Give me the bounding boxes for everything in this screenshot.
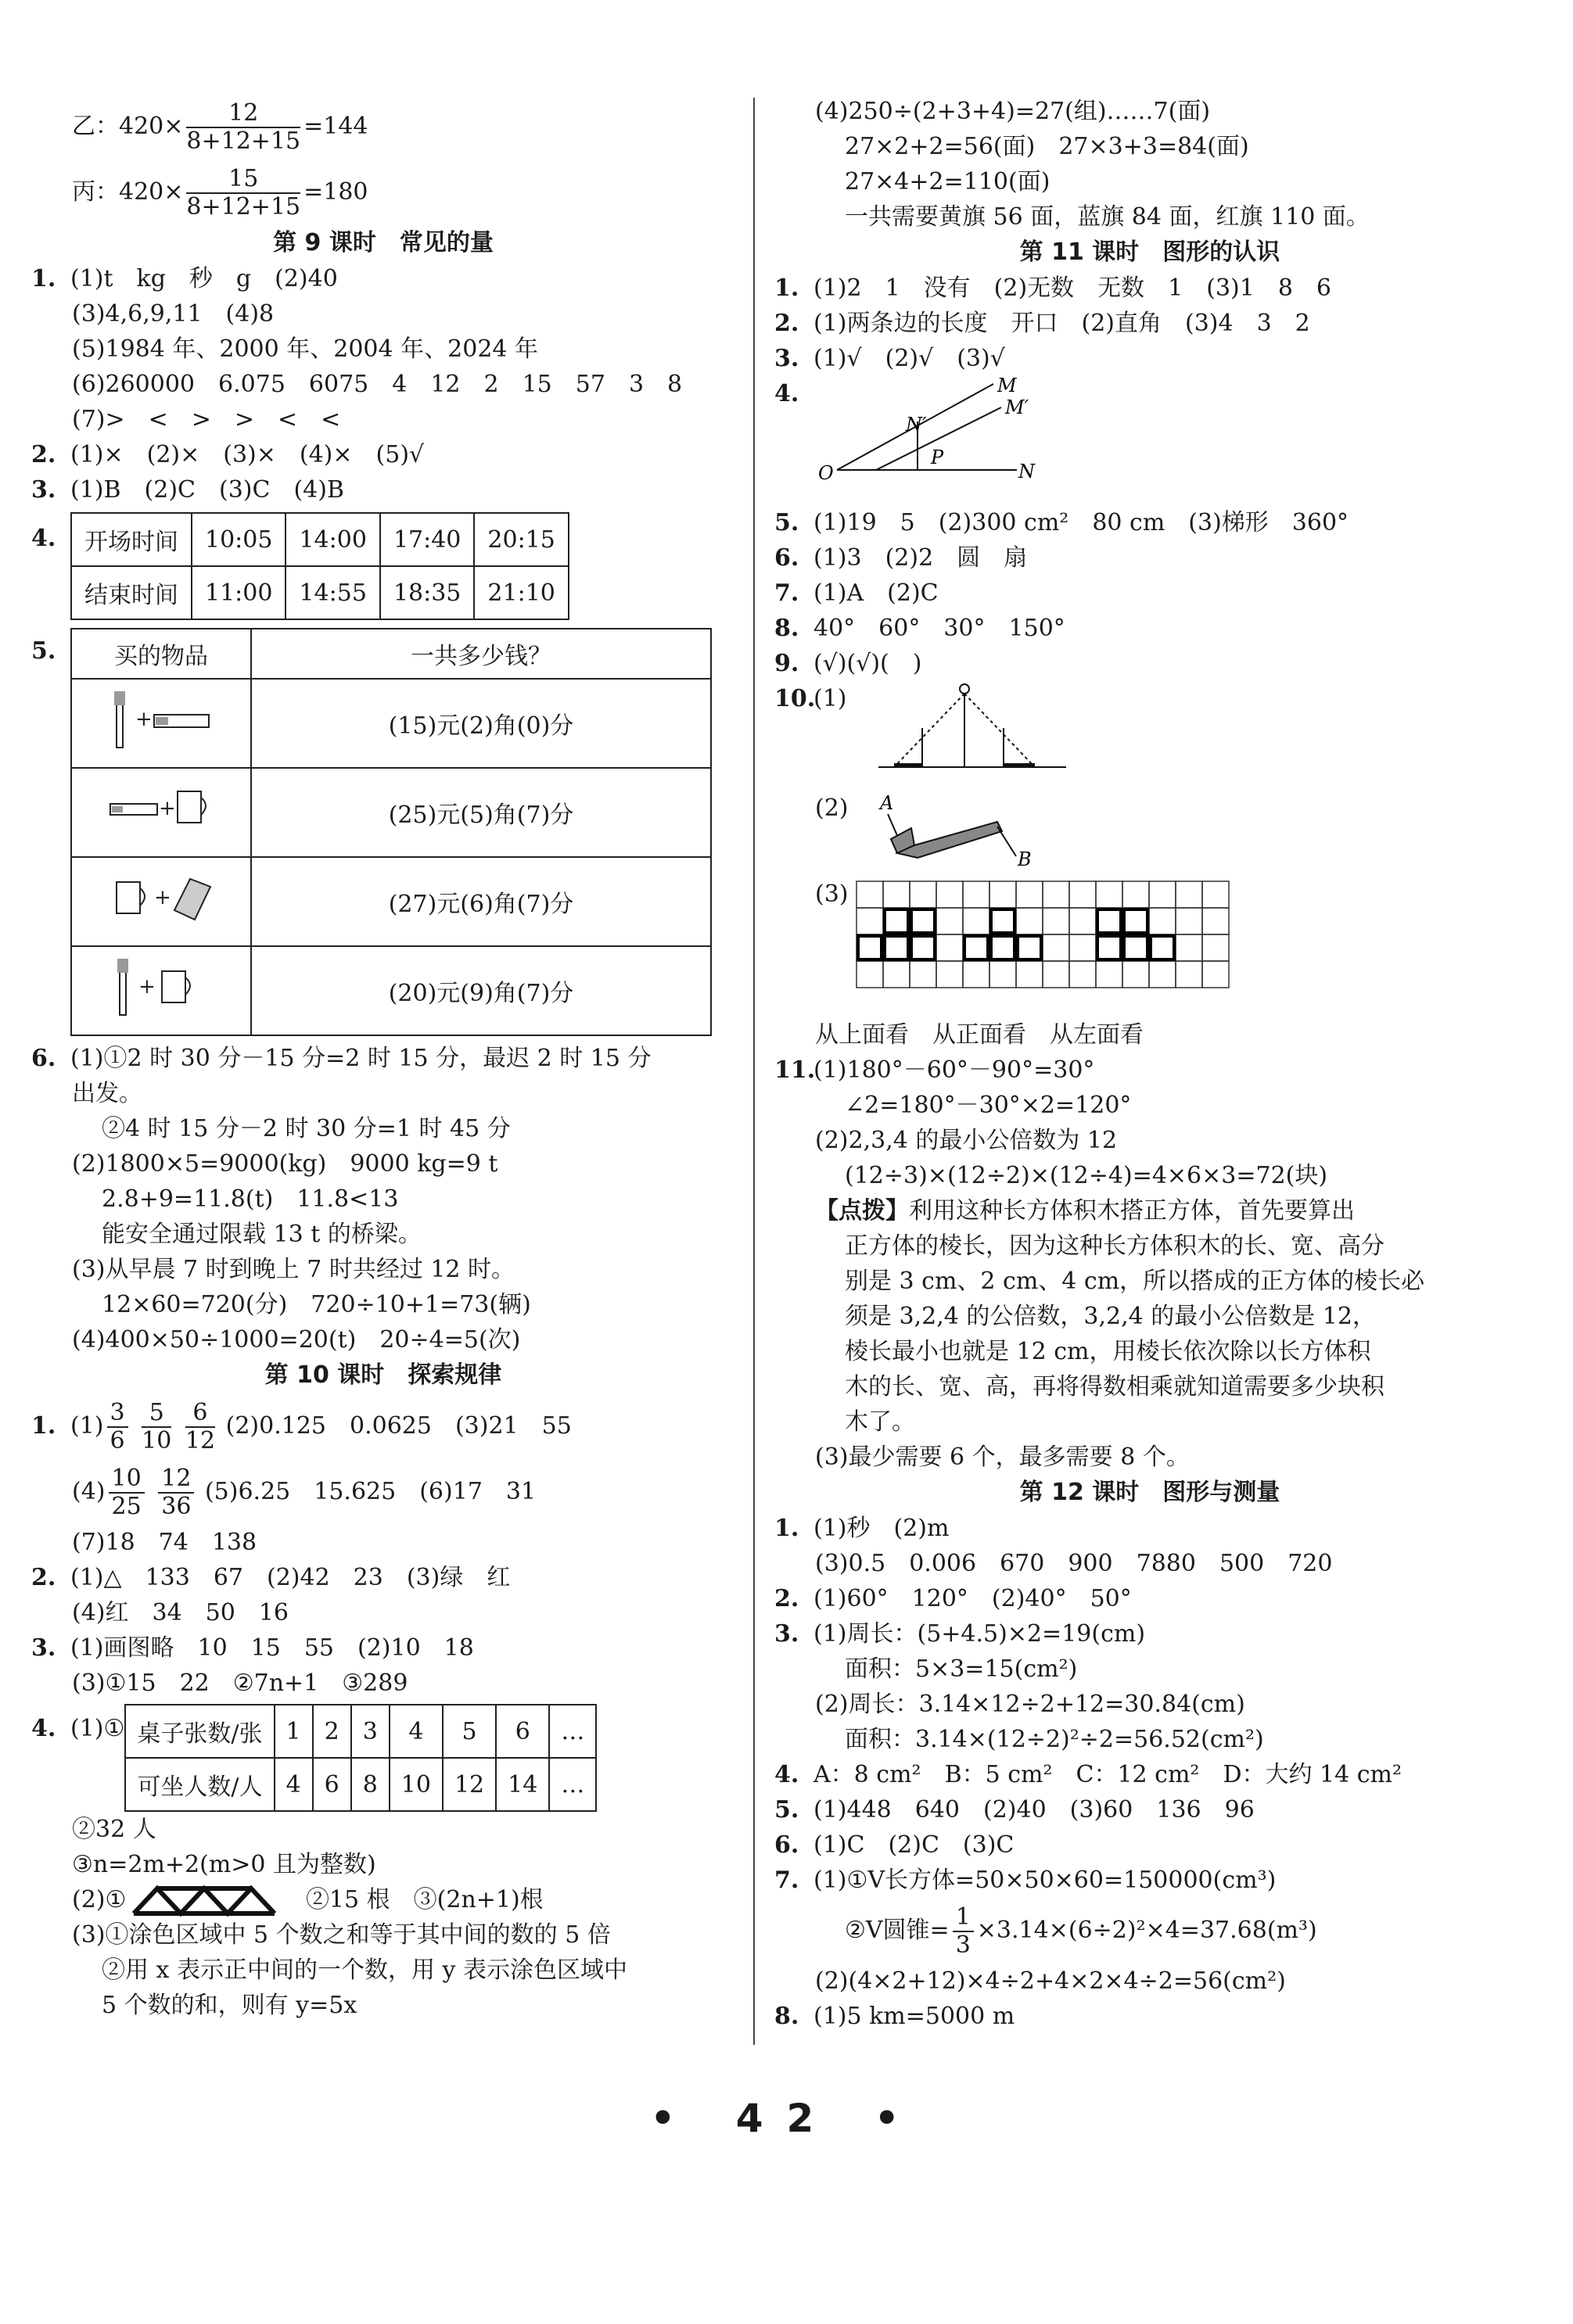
answer-line: 从上面看 从正面看 从左面看 — [815, 1021, 1144, 1049]
answer-line: 1. (1) $\frac{3}{6}$ $\frac{5}{10}$ $\frac{6}{12}$ (2)0.125 0.0625 (3)21 55 — [31, 1399, 572, 1454]
answer-line: 1. (1)t kg 秒 g (2)40 — [31, 265, 338, 292]
table-cell: 8 — [351, 1758, 390, 1811]
fraction: $\frac{1}{3}$ — [953, 1904, 974, 1959]
answer-line: 7. (1)①V长方体=50×50×60=150000(cm³) — [774, 1867, 1277, 1894]
table-cell: 14:00 — [286, 513, 379, 566]
view-square — [1151, 936, 1174, 959]
view-square — [1097, 909, 1121, 933]
answer-line: 3. (1)√ (2)√ (3)√ — [774, 345, 1005, 372]
answer-line: 2. (1)两条边的长度 开口 (2)直角 (3)4 3 2 — [774, 310, 1310, 337]
bent-board-figure — [849, 791, 1052, 877]
view-square — [1018, 936, 1041, 959]
answer-line: (2)(4×2+12)×4÷2+4×2×4÷2=56(cm²) — [815, 1967, 1286, 1995]
fraction: $\frac{5}{10}$ — [142, 1399, 172, 1454]
page-number: • 42 • — [650, 2096, 923, 2141]
answer-line: 丙：420× $\frac{15}{8+12+15}$ =180 — [72, 165, 368, 221]
grid-cell — [936, 934, 963, 961]
answer-line: (3)①涂色区域中 5 个数之和等于其中间的数的 5 倍 — [72, 1921, 611, 1949]
grid-cell — [1149, 961, 1176, 988]
section-title: 第 11 课时 图形的认识 — [1019, 238, 1280, 266]
answer-line: ②V圆锥= $\frac{1}{3}$ ×3.14×(6÷2)²×4=37.68(m³) — [845, 1903, 1317, 1959]
light-shadow-figure — [847, 681, 1082, 791]
angle-figure — [813, 376, 1048, 501]
view-square — [1097, 936, 1121, 959]
grid-cell — [989, 908, 1016, 934]
tip-line: 木的长、宽、高，再将得数相乘就知道需要多少块积 — [845, 1373, 1384, 1400]
grid-cell — [1043, 881, 1069, 908]
answer-line: (4)红 34 50 16 — [72, 1599, 289, 1626]
answer-line: ∠2=180°－30°×2=120° — [845, 1092, 1132, 1119]
view-square — [964, 936, 988, 959]
view-square — [858, 936, 882, 959]
table-cell: 1 — [275, 1705, 313, 1758]
table-cell: 11:00 — [192, 566, 286, 619]
grid-cell — [910, 908, 936, 934]
answer-line: 3. (1)画图略 10 15 55 (2)10 18 — [31, 1634, 474, 1662]
grid-cell — [1122, 908, 1149, 934]
svg-text:+: + — [135, 708, 153, 731]
grid-cell — [1202, 881, 1229, 908]
grid-cell — [883, 934, 910, 961]
answer-line: 面积：3.14×(12÷2)²÷2=56.52(cm²) — [845, 1726, 1264, 1753]
tip-line: 木了。 — [845, 1408, 915, 1436]
grid-cell — [857, 934, 883, 961]
label-n: N — [1018, 461, 1035, 482]
grid-cell — [1202, 961, 1229, 988]
grid-cell — [989, 881, 1016, 908]
label-m-prime: M′ — [1005, 396, 1029, 418]
table-cell: 14 — [496, 1758, 549, 1811]
answer-line: 8. (1)5 km=5000 m — [774, 2003, 1015, 2030]
grid-cell — [1176, 934, 1202, 961]
grid-cell — [989, 934, 1016, 961]
grid-cell — [1016, 908, 1043, 934]
grid-cell — [883, 908, 910, 934]
answer-line: 5 个数的和，则有 y=5x — [102, 1992, 357, 2019]
view-square — [885, 909, 908, 933]
grid-cell — [1149, 934, 1176, 961]
grid-cell — [1122, 961, 1149, 988]
answer-line: 1. (1)2 1 没有 (2)无数 无数 1 (3)1 8 6 — [774, 274, 1332, 302]
table-cell: 4 — [275, 1758, 313, 1811]
answer-line: 11.(1)180°－60°－90°=30° — [774, 1056, 1095, 1084]
answer-line: ②用 x 表示正中间的一个数，用 y 表示涂色区域中 — [102, 1956, 628, 1984]
answer-line: 5. (1)19 5 (2)300 cm² 80 cm (3)梯形 360° — [774, 509, 1349, 536]
table-cell: 10:05 — [192, 513, 286, 566]
fraction: $\frac{3}{6}$ — [107, 1400, 128, 1454]
question-4-table: 4. (1)① 桌子张数/张 1 2 3 4 5 6 … 可坐人数/人 4 6 8 10 12 14 … — [31, 1704, 735, 1812]
tip-line: 须是 3,2,4 的公倍数，3,2,4 的最小公倍数是 12， — [845, 1303, 1376, 1330]
label-o: O — [818, 462, 834, 484]
answer-line: 5. (1)448 640 (2)40 (3)60 136 96 — [774, 1796, 1255, 1824]
tip-line: 棱长最小也就是 12 cm，用棱长依次除以长方体积 — [845, 1338, 1371, 1365]
label-a: A — [879, 792, 893, 814]
grid-cell — [1069, 881, 1096, 908]
answer-line: (4) $\frac{10}{25}$ $\frac{12}{36}$ (5)6.25 15.625 (6)17 31 — [72, 1465, 537, 1520]
grid-cell — [963, 908, 989, 934]
answer-line: (12÷3)×(12÷2)×(12÷4)=4×6×3=72(块) — [845, 1162, 1328, 1189]
table-cell: 18:35 — [380, 566, 474, 619]
answer-line: 乙：420× $\frac{12}{8+12+15}$ =144 — [72, 99, 368, 155]
grid-cell — [1096, 908, 1122, 934]
answer-line: (2)① ②15 根 ③(2n+1)根 — [31, 1882, 735, 1917]
label-p: P — [931, 447, 944, 468]
grid-cell — [989, 961, 1016, 988]
grid-cell — [910, 881, 936, 908]
toothpaste-cup-icon — [71, 768, 251, 857]
grid-cell — [963, 934, 989, 961]
grid-cell — [1069, 961, 1096, 988]
toothbrush-toothpaste-icon — [71, 679, 251, 768]
answer-line: 一共需要黄旗 56 面，蓝旗 84 面，红旗 110 面。 — [845, 203, 1370, 231]
three-views-figure — [849, 877, 1240, 1010]
question-10-2: (2) A B — [774, 791, 1525, 877]
question-4: 4. M M′ N′ P O N — [774, 376, 1525, 505]
grid-cell — [910, 961, 936, 988]
answer-line: (2)2,3,4 的最小公倍数为 12 — [815, 1127, 1118, 1154]
cup-towel-icon — [71, 857, 251, 946]
answer-line: (2)周长：3.14×12÷2+12=30.84(cm) — [815, 1691, 1245, 1718]
shopping-table — [70, 628, 712, 1036]
table-cell: … — [549, 1758, 596, 1811]
question-10-3: (3) — [774, 877, 1525, 1017]
grid-cell — [1122, 881, 1149, 908]
grid-cell — [857, 961, 883, 988]
view-square — [911, 936, 935, 959]
grid-cell — [1149, 881, 1176, 908]
answer-line: (3)4,6,9,11 (4)8 — [72, 300, 275, 328]
table-cell: 6 — [496, 1705, 549, 1758]
answer-line: 27×4+2=110(面) — [845, 168, 1050, 195]
answer-line: ②32 人 — [72, 1816, 156, 1843]
svg-text:+: + — [159, 797, 176, 820]
answer-line: 出发。 — [72, 1080, 142, 1107]
fraction: $\frac{15}{8+12+15}$ — [186, 165, 301, 221]
answer-line: 6. (1)3 (2)2 圆 扇 — [774, 544, 1028, 572]
answer-line: 27×2+2=56(面) 27×3+3=84(面) — [845, 133, 1249, 160]
table-cell: 12 — [443, 1758, 496, 1811]
answer-line: (7)18 74 138 — [72, 1529, 257, 1556]
toothbrush-cup-icon — [71, 946, 251, 1035]
answer-line: 6. (1)C (2)C (3)C — [774, 1831, 1015, 1859]
time-table — [70, 512, 569, 620]
answer-line: (3)①15 22 ②7n+1 ③289 — [72, 1669, 408, 1697]
right-column — [774, 94, 1525, 2034]
table-cell: 3 — [351, 1705, 390, 1758]
answer-line: 9. (√)(√)( ) — [774, 650, 922, 677]
answer-line: ③n=2m+2(m>0 且为整数) — [72, 1851, 376, 1878]
label-b: B — [1017, 848, 1032, 870]
grid-cell — [1149, 908, 1176, 934]
answer-line: 3. (1)B (2)C (3)C (4)B — [31, 476, 344, 504]
table-cell: 6 — [313, 1758, 351, 1811]
table-header: 开场时间 — [71, 513, 192, 566]
grid-cell — [1122, 934, 1149, 961]
grid-cell — [1069, 934, 1096, 961]
grid-cell — [910, 934, 936, 961]
grid-cell — [857, 908, 883, 934]
grid-cell — [1016, 961, 1043, 988]
fraction: $\frac{12}{36}$ — [158, 1465, 194, 1520]
table-cell: (20)元(9)角(7)分 — [251, 946, 711, 1035]
table-cell: 2 — [313, 1705, 351, 1758]
tip-line: 别是 3 cm、2 cm、4 cm，所以搭成的正方体的棱长必 — [845, 1268, 1425, 1295]
view-square — [1124, 909, 1147, 933]
grid-cell — [1043, 934, 1069, 961]
fraction: $\frac{10}{25}$ — [109, 1465, 145, 1520]
grid-cell — [963, 881, 989, 908]
grid-cell — [1096, 961, 1122, 988]
column-divider — [753, 98, 755, 2045]
table-cell: 17:40 — [380, 513, 474, 566]
table-header: 可坐人数/人 — [125, 1758, 274, 1811]
grid-cell — [1043, 961, 1069, 988]
grid-cell — [857, 881, 883, 908]
grid-cell — [1096, 934, 1122, 961]
table-header: 结束时间 — [71, 566, 192, 619]
answer-line: 1. (1)秒 (2)m — [774, 1515, 950, 1542]
table-cell: 20:15 — [474, 513, 568, 566]
question-4: 4. 开场时间 10:05 14:00 17:40 20:15 结束时间 11:00 14:55 18:35 21:10 — [31, 512, 735, 620]
answer-line: (3)从早晨 7 时到晚上 7 时共经过 12 时。 — [72, 1256, 515, 1283]
grid-cell — [1096, 881, 1122, 908]
answer-line: (7)> < > > < < — [72, 406, 341, 433]
grid-cell — [936, 881, 963, 908]
table-cell: 10 — [390, 1758, 443, 1811]
grid-cell — [1016, 881, 1043, 908]
table-cell: … — [549, 1705, 596, 1758]
answer-line: (6)260000 6.075 6075 4 12 2 15 57 3 8 — [72, 371, 683, 398]
grid-cell — [936, 961, 963, 988]
grid-cell — [1202, 908, 1229, 934]
answer-line: (1)① — [70, 1715, 125, 1742]
triangle-pattern-figure — [126, 1885, 298, 1917]
view-square — [885, 936, 908, 959]
answer-line: 2.8+9=11.8(t) 11.8<13 — [102, 1185, 399, 1213]
grid-cell — [1069, 908, 1096, 934]
grid-cell — [883, 961, 910, 988]
answer-line: (5)1984 年、2000 年、2004 年、2024 年 — [72, 335, 539, 363]
grid-cell — [963, 961, 989, 988]
question-10-1: 10. (1) — [774, 681, 1525, 791]
fraction: $\frac{6}{12}$ — [185, 1399, 216, 1454]
answer-line: 7. (1)A (2)C — [774, 579, 939, 607]
answer-line: 6. (1)①2 时 30 分－15 分=2 时 15 分，最迟 2 时 15 分 — [31, 1045, 652, 1072]
view-square — [1124, 936, 1147, 959]
svg-text:+: + — [138, 975, 156, 999]
question-5: 5. 买的物品 一共多少钱？ + (15)元(2)角(0)分 + (25)元(5)角(7)分 + (27)元(6)角(7)分 + (20)元(9)角(7)分 — [31, 628, 735, 1036]
grid-cell — [1202, 934, 1229, 961]
table-cell: 5 — [443, 1705, 496, 1758]
section-title: 第 10 课时 探索规律 — [264, 1361, 502, 1389]
answer-line: (4)400×50÷1000=20(t) 20÷4=5(次) — [72, 1326, 521, 1354]
section-title: 第 9 课时 常见的量 — [273, 229, 494, 256]
table-header: 买的物品 — [71, 629, 251, 679]
table-cell: (15)元(2)角(0)分 — [251, 679, 711, 768]
answer-line: 12×60=720(分) 720÷10+1=73(辆) — [102, 1291, 531, 1318]
label-n-prime: N′ — [906, 414, 927, 436]
answer-line: (3)最少需要 6 个，最多需要 8 个。 — [815, 1444, 1190, 1471]
answer-line: (2)1800×5=9000(kg) 9000 kg=9 t — [72, 1150, 498, 1178]
answer-line: 2. (1)× (2)× (3)× (4)× (5)√ — [31, 441, 425, 468]
table-cell: 4 — [390, 1705, 443, 1758]
view-square — [991, 909, 1015, 933]
answer-line: 2. (1)60° 120° (2)40° 50° — [774, 1585, 1132, 1612]
answer-line: 2. (1)△ 133 67 (2)42 23 (3)绿 红 — [31, 1564, 511, 1591]
answer-line: (4)250÷(2+3+4)=27(组)……7(面) — [815, 98, 1211, 125]
grid-cell — [883, 881, 910, 908]
tip-line: 正方体的棱长，因为这种长方体积木的长、宽、高分 — [845, 1232, 1384, 1260]
grid-cell — [1016, 934, 1043, 961]
grid-cell — [936, 908, 963, 934]
table-header: 桌子张数/张 — [125, 1705, 274, 1758]
table-cell: 14:55 — [286, 566, 379, 619]
tip-line: 【点拨】利用这种长方体积木搭正方体，首先要算出 — [815, 1197, 1355, 1225]
view-square — [991, 936, 1015, 959]
grid-cell — [1043, 908, 1069, 934]
answer-line: 能安全通过限载 13 t 的桥梁。 — [102, 1221, 422, 1248]
grid-cell — [1176, 908, 1202, 934]
left-column — [31, 94, 735, 2023]
svg-text:+: + — [154, 886, 171, 909]
desk-seat-table — [124, 1704, 597, 1812]
section-title: 第 12 课时 图形与测量 — [1019, 1479, 1280, 1506]
answer-line: (3)0.5 0.006 670 900 7880 500 720 — [815, 1550, 1333, 1577]
table-cell: 21:10 — [474, 566, 568, 619]
answer-line: 8. 40° 60° 30° 150° — [774, 615, 1065, 642]
view-square — [911, 909, 935, 933]
table-header: 一共多少钱？ — [251, 629, 711, 679]
fraction: $\frac{12}{8+12+15}$ — [186, 99, 301, 155]
grid-cell — [1176, 961, 1202, 988]
grid-cell — [1176, 881, 1202, 908]
table-cell: (27)元(6)角(7)分 — [251, 857, 711, 946]
label-m: M — [997, 376, 1017, 396]
answer-line: 3. (1)周长：(5+4.5)×2=19(cm) — [774, 1620, 1146, 1648]
answer-line: 4. A：8 cm² B：5 cm² C：12 cm² D：大约 14 cm² — [774, 1761, 1402, 1788]
answer-line: ②4 时 15 分－2 时 30 分=1 时 45 分 — [102, 1115, 511, 1142]
answer-line: 面积：5×3=15(cm²) — [845, 1655, 1078, 1683]
table-cell: (25)元(5)角(7)分 — [251, 768, 711, 857]
